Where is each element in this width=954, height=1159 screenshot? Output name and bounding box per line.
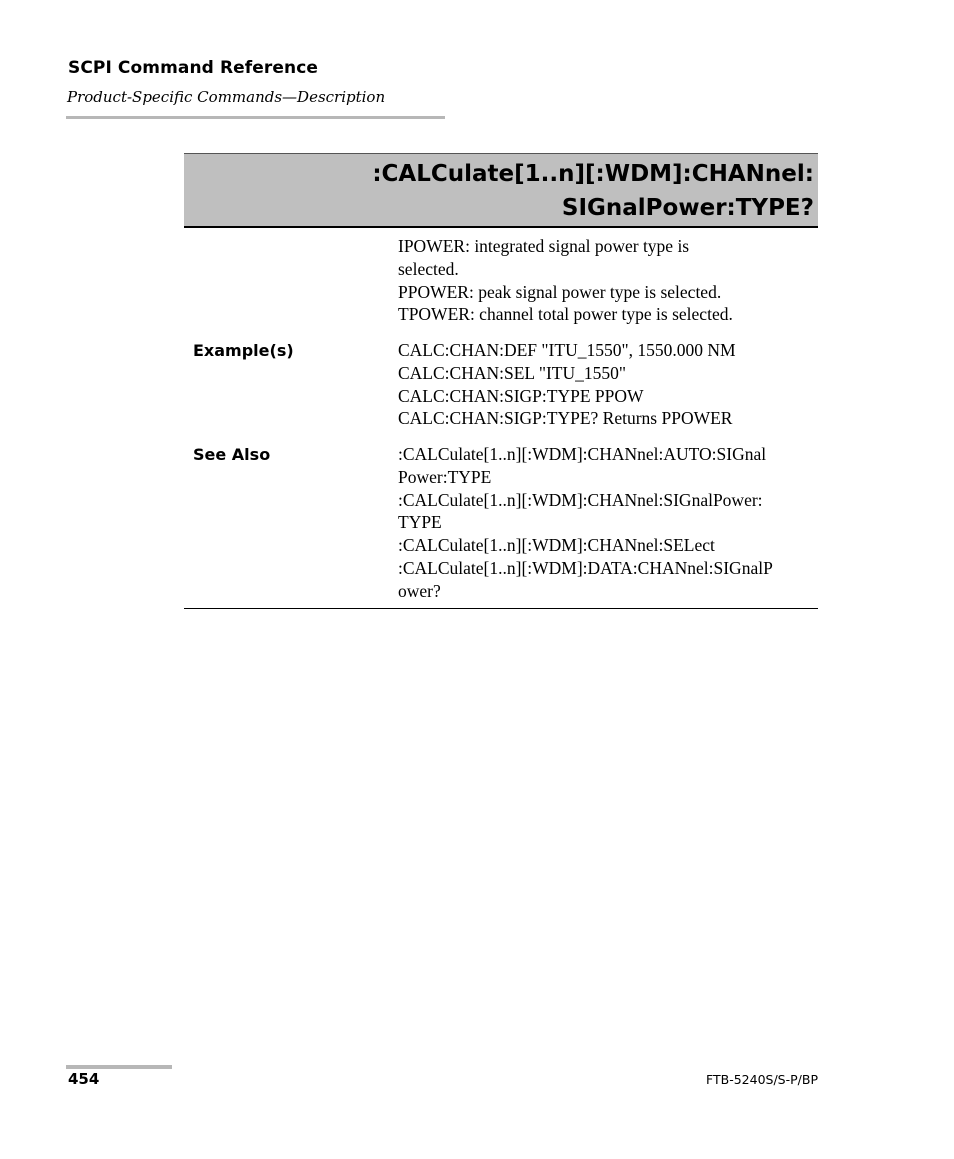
- example-line: CALC:CHAN:SIGP:TYPE PPOW: [398, 385, 644, 406]
- table-bottom-rule: [184, 608, 818, 609]
- example-line: CALC:CHAN:SEL "ITU_1550": [398, 362, 627, 383]
- header-rule: [66, 116, 445, 119]
- examples-label: Example(s): [193, 341, 294, 360]
- see-also-list: [398, 443, 773, 603]
- see-also-line: TYPE: [398, 512, 442, 533]
- command-name: [372, 157, 814, 225]
- response-line: IPOWER: integrated signal power type is: [398, 236, 690, 256]
- see-also-line: :CALCulate[1..n][:WDM]:CHANnel:AUTO:SIGnal: [398, 444, 767, 464]
- see-also-label: See Also: [193, 445, 271, 464]
- command-name-line-1: :CALCulate[1..n][:WDM]:CHANnel:: [372, 161, 814, 187]
- section-subtitle: Product-Specific Commands—Description: [67, 88, 386, 106]
- see-also-line: Power:TYPE: [398, 466, 492, 487]
- command-header: [184, 153, 818, 228]
- response-line: TPOWER: channel total power type is selected.: [398, 304, 733, 325]
- see-also-line: :CALCulate[1..n][:WDM]:CHANnel:SIGnalPower:: [398, 489, 763, 510]
- section-title: SCPI Command Reference: [68, 58, 319, 78]
- response-description: [398, 235, 733, 326]
- see-also-line: :CALCulate[1..n][:WDM]:DATA:CHANnel:SIGnalP: [398, 557, 773, 578]
- example-line: CALC:CHAN:SIGP:TYPE? Returns PPOWER: [398, 408, 733, 429]
- response-line: selected.: [398, 258, 459, 279]
- product-name: FTB-5240S/S-P/BP: [706, 1072, 818, 1087]
- see-also-line: :CALCulate[1..n][:WDM]:CHANnel:SELect: [398, 535, 715, 556]
- examples-list: [398, 339, 736, 430]
- command-name-line-2: SIGnalPower:TYPE?: [561, 195, 814, 221]
- page-number: 454: [68, 1070, 100, 1088]
- footer-rule: [66, 1065, 172, 1069]
- example-line: CALC:CHAN:DEF "ITU_1550", 1550.000 NM: [398, 340, 736, 360]
- see-also-line: ower?: [398, 580, 441, 601]
- response-line: PPOWER: peak signal power type is selected.: [398, 281, 722, 302]
